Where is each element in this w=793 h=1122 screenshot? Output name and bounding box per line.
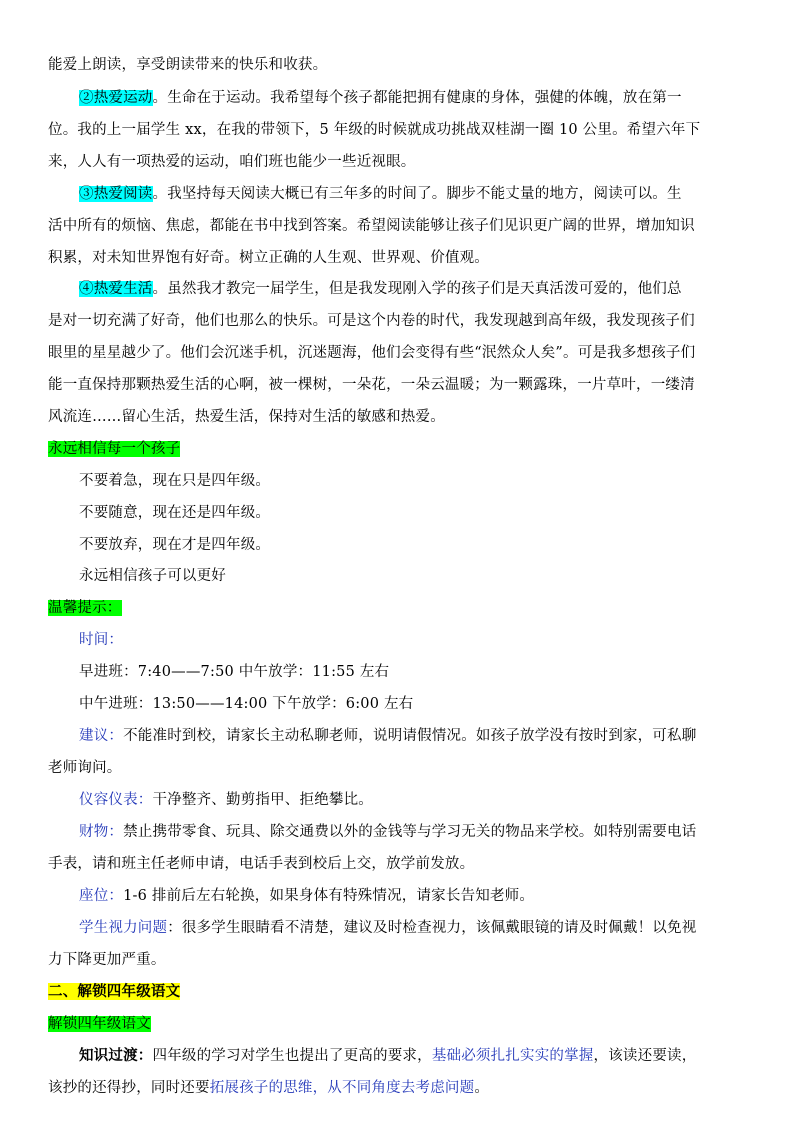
label-appearance: 仪容仪表： <box>79 792 153 808</box>
paragraph-life-line-2: 是对一切充满了好奇，他们也那么的快乐。可是这个内卷的时代，我发现越到高年级，我发现孩子们 <box>48 313 695 329</box>
label-knowledge: 知识过渡： <box>79 1047 153 1064</box>
believe-line-3: 不要放弃，现在才是四年级。 <box>79 537 271 553</box>
section-2-subheading <box>48 1012 151 1033</box>
heading-warm-tips <box>48 596 122 617</box>
believe-line-1: 不要着急，现在只是四年级。 <box>79 473 271 489</box>
text: 。虽然我才教完一届学生，但是我发现刚入学的孩子们是天真活泼可爱的，他们总 <box>152 281 682 297</box>
property-line-1 <box>79 820 696 841</box>
section-2-heading <box>48 980 180 1001</box>
knowledge-line-2 <box>48 1076 489 1097</box>
vision-line-1 <box>79 916 696 937</box>
text: 四年级的学习对学生也提出了更高的要求， <box>152 1048 432 1064</box>
text: 干净整齐、勤剪指甲、拒绝攀比。 <box>152 792 373 808</box>
paragraph-reading-end: 能爱上朗读，享受朗读带来的快乐和收获。 <box>48 57 328 73</box>
believe-line-4: 永远相信孩子可以更好 <box>79 568 226 584</box>
label-seat: 座位： <box>79 888 124 904</box>
text: 1-6 排前后左右轮换，如果身体有特殊情况，请家长告知老师。 <box>123 888 535 904</box>
text: 禁止携带零食、玩具、除交通费以外的金钱等与学习无关的物品来学校。如特别需要电话 <box>123 824 697 840</box>
text: 该抄的还得抄，同时还要 <box>48 1080 210 1096</box>
paragraph-life-line-4: 能一直保持那颗热爱生活的心啊，被一棵树，一朵花，一朵云温暖；为一颗露珠，一片草叶，一缕清 <box>48 377 695 393</box>
label-property: 财物： <box>79 824 124 840</box>
believe-line-2: 不要随意，现在还是四年级。 <box>79 505 271 521</box>
property-line-2: 手表，请和班主任老师申请，电话手表到校后上交，放学前发放。 <box>48 856 475 872</box>
text: 不能准时到校，请家长主动私聊老师，说明请假情况。如孩子放学没有按时到家，可私聊 <box>123 728 697 744</box>
highlight-love-life: ④热爱生活 <box>79 281 153 297</box>
label-advice: 建议： <box>79 728 124 744</box>
heading-text: 温馨提示： <box>48 600 122 616</box>
paragraph-reading-line-3: 积累，对未知世界饱有好奇。树立正确的人生观、世界观、价值观。 <box>48 250 489 266</box>
paragraph-life-line-3: 眼里的星星越少了。他们会沉迷手机，沉迷题海，他们会变得有些“泯然众人矣”。可是我多想孩子们 <box>48 345 696 361</box>
time-noon: 中午进班：13:50——14:00 下午放学：6:00 左右 <box>79 696 414 712</box>
seat-line <box>79 884 534 905</box>
vision-line-2: 力下降更加严重。 <box>48 952 166 968</box>
emphasis: 基础必须扎扎实实的掌握 <box>431 1048 594 1064</box>
heading-text: 解锁四年级语文 <box>48 1016 151 1032</box>
label-vision: 学生视力问题 <box>79 920 168 936</box>
text: 。生命在于运动。我希望每个孩子都能把拥有健康的身体，强健的体魄，放在第一 <box>152 90 682 106</box>
highlight-love-reading: ③热爱阅读 <box>79 186 153 202</box>
appearance-line <box>79 788 373 809</box>
paragraph-life-line-1 <box>79 277 682 298</box>
heading-text: 永远相信每一个孩子 <box>48 441 181 457</box>
advice-line-1 <box>79 724 696 745</box>
text: 。我坚持每天阅读大概已有三年多的时间了。脚步不能丈量的地方，阅读可以。生 <box>152 186 682 202</box>
advice-line-2: 老师询问。 <box>48 760 122 776</box>
heading-text: 二、解锁四年级语文 <box>48 983 181 1000</box>
text: 。 <box>474 1080 490 1096</box>
paragraph-sports-line-1 <box>79 86 682 107</box>
paragraph-sports-line-3: 来，人人有一项热爱的运动，咱们班也能少一些近视眼。 <box>48 154 416 170</box>
paragraph-sports-line-2: 位。我的上一届学生 xx，在我的带领下，5 年级的时候就成功挑战双桂湖一圈 10 公里。希望六年下 <box>48 122 701 138</box>
text: ，该读还要读， <box>593 1048 697 1064</box>
time-morning: 早进班：7:40——7:50 中午放学：11:55 左右 <box>79 664 390 680</box>
paragraph-life-line-5: 风流连……留心生活，热爱生活，保持对生活的敏感和热爱。 <box>48 409 445 425</box>
knowledge-line-1 <box>79 1044 696 1065</box>
highlight-love-sports: ②热爱运动 <box>79 90 153 106</box>
label-time: 时间： <box>79 632 124 648</box>
text: ：很多学生眼睛看不清楚，建议及时检查视力，该佩戴眼镜的请及时佩戴！以免视 <box>167 920 697 936</box>
paragraph-reading-line-2: 活中所有的烦恼、焦虑，都能在书中找到答案。希望阅读能够让孩子们见识更广阔的世界，增加知识 <box>48 218 695 234</box>
paragraph-reading-line-1 <box>79 182 682 203</box>
emphasis: 拓展孩子的思维，从不同角度去考虑问题 <box>209 1080 475 1096</box>
heading-believe-every-child <box>48 437 180 458</box>
